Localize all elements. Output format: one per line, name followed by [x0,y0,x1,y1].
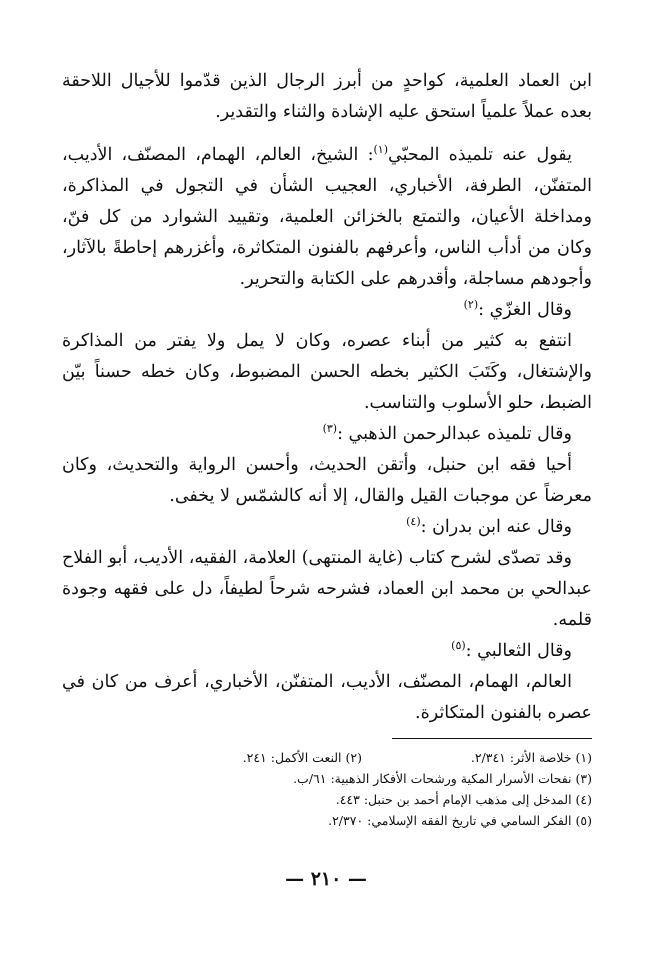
quote-lead: يقول عنه تلميذه المحبّي [387,145,572,165]
footnote-5: (٥) الفكر السامي في تاريخ الفقه الإسلامي: ٢/٣٧٠. [328,813,592,828]
footnote-ref-4: (٤) [406,515,421,529]
heading-text: وقال تلميذه عبدالرحمن الذهبي : [337,424,572,444]
paragraph-dhahabi-quote: أحيا فقه ابن حنبل، وأتقن الحديث، وأحسن الرواية والتحديث، وكان معرضاً عن موجبات القيل والقال، إلا أنه كالشمّس لا يخفى. [62,455,592,506]
quote-text: : الشيخ، العالم، الهمام، المصنّف، الأديب، المتفنّن، الطرفة، الأخباري، العجيب الشأن في التجول في المذاكرة، ومداخلة الأعيان، والتمتع بالخزائن العلمية، وتقييد الشوارد من كل فنّ، وكان من أدأب الناس، وأعرفهم بالفنون المتكاثرة، وأغزرهم إحاطةً بالآثار، وأجودهم مساجلة، وأقدرهم على الكتابة والتحرير. [62,145,592,289]
heading-text: وقال عنه ابن بدران : [420,517,572,537]
footnote-ref-5: (٥) [451,639,466,653]
heading-text: وقال الثعالبي : [465,641,572,661]
footnote-ref-1: (١) [373,143,388,157]
heading-dhahabi [62,419,592,450]
footnote-ref-3: (٣) [322,422,338,436]
footnote-divider [392,738,592,739]
page-number: — ٢١٠ — [285,868,367,890]
heading-ghazzi [62,295,592,326]
footnote-row [62,747,592,768]
footnote-4: (٤) المدخل إلى مذهب الإمام أحمد بن حنبل: ٤٤٣. [335,792,592,807]
footnote-3: (٣) نفحات الأسرار المكية ورشحات الأفكار الذهبية: ٦١/ب. [293,771,592,786]
footnote-ref-2: (٢) [463,298,479,312]
paragraph-intro: ابن العماد العلمية، كواحدٍ من أبرز الرجال الذين قدّموا للأجيال اللاحقة بعده عملاً علمياً استحق عليه الإشادة والثناء والتقدير. [62,71,592,122]
heading-text: وقال الغزّي : [478,300,572,320]
paragraph-ghazzi-quote: انتفع به كثير من أبناء عصره، وكان لا يمل ولا يفتر من المذاكرة والإشتغال، وكَتَبَ الكثير بخطه الحسن المضبوط، وكان خطه حسناً بيّن الضبط، حلو الأسلوب والتناسب. [62,331,592,413]
spacer [62,128,592,140]
footnote-2: (٢) النعت الأكمل: ٢٤١. [242,750,362,765]
page-body [62,66,592,729]
footnotes-section [62,738,592,831]
footnote-1: (١) خلاصة الأثر: ٢/٣٤١. [470,750,592,765]
paragraph-muhibbi-quote [62,140,592,295]
paragraph-ibn-badran-quote: وقد تصدّى لشرح كتاب (غاية المنتهى) العلامة، الفقيه، الأديب، أبو الفلاح عبدالحي بن محمد ابن العماد، فشرحه شرحاً لطيفاً، دل على فقهه وجودة قلمه. [62,548,592,630]
heading-thaalibi [62,636,592,667]
heading-ibn-badran [62,512,592,543]
paragraph-thaalibi-quote: العالم، الهمام، المصنّف، الأديب، المتفنّن، الأخباري، أعرف من كان في عصره بالفنون المتكاثرة. [62,672,592,723]
